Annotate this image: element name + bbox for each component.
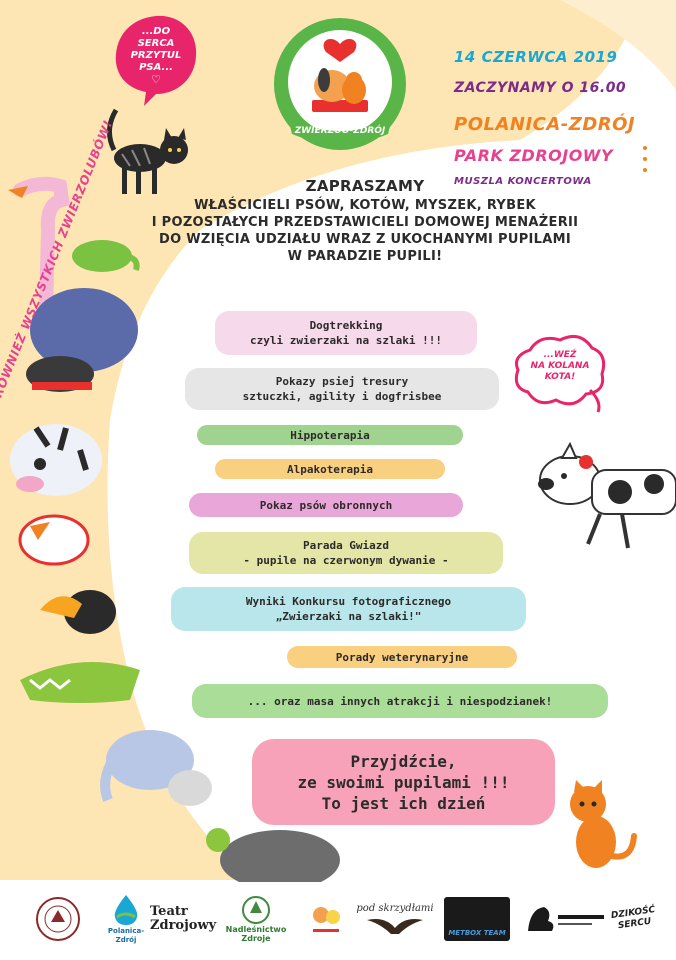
water-drop-icon: [111, 893, 141, 927]
sponsor-pod-skrzydlami: [356, 888, 434, 950]
event-star-parade: [189, 532, 503, 574]
event-star-parade-subtitle: - pupile na czerwonym dywanie -: [243, 554, 449, 567]
event-more-attractions: [192, 684, 608, 718]
bubble-right-line3: KOTA!: [544, 372, 576, 382]
animal-stack-illustration: [0, 160, 230, 890]
university-seal-icon: [35, 896, 81, 942]
side-invitation-text: RÓWNIEŻ WSZYSTKICH ZWIERZOLUBÓW!: [0, 117, 116, 400]
event-dogtrekking-title: Dogtrekking: [309, 319, 383, 332]
polanica-logo-text: Polanica-Zdrój: [107, 927, 145, 944]
teatr-logo-line1: Teatr: [150, 904, 188, 919]
orange-cat-illustration: [562, 780, 646, 870]
bubble-right-line2: NA KOLANA: [530, 361, 590, 371]
event-veterinary-advice: [287, 646, 517, 668]
event-park: PARK ZDROJOWY: [454, 146, 614, 165]
dzikosc-logo-text: DZIKOŚĆ SERCU: [610, 905, 656, 932]
event-dog-training-title: Pokazy psiej tresury: [275, 375, 409, 388]
bubble-right-line1: ...WEŹ: [543, 350, 577, 360]
sponsor-fundacja: [300, 888, 352, 950]
sponsor-university-seal: [30, 888, 86, 950]
logo-caption: ZWIERZOO-ZDRÓJ: [294, 126, 386, 136]
sponsor-teatr-zdrojowy: [150, 888, 217, 950]
sponsor-polanica-zdroj: [98, 888, 154, 950]
running-dog-illustration: [530, 440, 676, 560]
event-guard-dogs-title: Pokaz psów obronnych: [259, 498, 393, 512]
teatr-logo-line2: Zdrojowy: [150, 918, 217, 933]
event-hippotherapy-title: Hippoterapia: [290, 428, 370, 442]
metbox-badge: [444, 897, 510, 941]
metbox-logo-text: METBOX TEAM: [448, 929, 506, 937]
nadlesnictwo-logo-text: Nadleśnictwo Zdroje: [225, 925, 287, 943]
event-city: POLANICA-ZDRÓJ: [454, 114, 636, 135]
event-alpacatherapy-title: Alpakoterapia: [286, 462, 374, 476]
event-photo-contest-title: Wyniki Konkursu fotograficznego: [245, 595, 452, 608]
invitation-heading: ZAPRASZAMY: [305, 177, 425, 195]
invitation-line-3: I POZOSTAŁYCH PRZEDSTAWICIELI DOMOWEJ MENAŻERII: [151, 215, 579, 230]
closing-line-2: ze swoimi pupilami !!!: [297, 772, 510, 792]
bubble-left-line1: ...DO: [141, 26, 171, 37]
event-hippotherapy: [197, 425, 463, 445]
closing-line-3: To jest ich dzień: [321, 793, 486, 813]
event-veterinary-title: Porady weterynaryjne: [335, 650, 469, 664]
event-more-attractions-title: ... oraz masa innych atrakcji i niespodzianek!: [247, 694, 553, 708]
event-venue: MUSZLA KONCERTOWA: [454, 176, 592, 187]
sponsor-metbox-team: [442, 888, 512, 950]
invitation-line-2: WŁAŚCICIELI PSÓW, KOTÓW, MYSZEK, RYBEK: [194, 198, 536, 213]
speech-bubble-cat-lap: [510, 330, 610, 414]
event-photo-contest-subtitle: „Zwierzaki na szlaki!": [275, 610, 422, 623]
event-alpacatherapy: [215, 459, 445, 479]
forestry-badge-icon: [241, 895, 271, 925]
event-dog-training-subtitle: sztuczki, agility i dogfrisbee: [242, 390, 442, 403]
closing-line-1: Przyjdźcie,: [350, 751, 457, 771]
bubble-left-line2: SERCA: [137, 38, 175, 49]
eagle-wings-icon: [365, 914, 425, 936]
foundation-animals-icon: [309, 899, 343, 939]
bubble-left-line4: PSA...: [139, 62, 173, 73]
invitation-line-5: W PARADZIE PUPILI!: [287, 249, 443, 264]
event-dog-training-show: [185, 368, 499, 410]
event-dogtrekking-subtitle: czyli zwierzaki na szlaki !!!: [249, 334, 443, 347]
closing-message: [252, 739, 555, 825]
event-photo-contest-results: [171, 587, 526, 631]
sponsor-dzikosc-sercu: [604, 888, 664, 950]
event-star-parade-title: Parada Gwiazd: [302, 539, 390, 552]
horse-club-icon: [522, 901, 608, 937]
event-date: 14 CZERWCA 2019: [454, 48, 618, 66]
event-dogtrekking: [215, 311, 477, 355]
sponsor-nadlesnictwo-zdroje: [214, 888, 298, 950]
zwierzoo-zdroj-logo: [270, 14, 410, 154]
pod-skrzydlami-logo-text: pod skrzydłami: [356, 902, 434, 914]
bubble-left-line3: PRZYTUL: [130, 50, 182, 61]
decorative-dots: [643, 146, 649, 172]
invitation-line-4: DO WZIĘCIA UDZIAŁU WRAZ Z UKOCHANYMI PUPILAMI: [158, 232, 571, 247]
sponsor-sport-club: [520, 888, 610, 950]
event-guard-dogs-show: [189, 493, 463, 517]
heart-outline-icon: ♡: [151, 73, 161, 86]
event-start-time: ZACZYNAMY O 16.00: [454, 80, 627, 96]
